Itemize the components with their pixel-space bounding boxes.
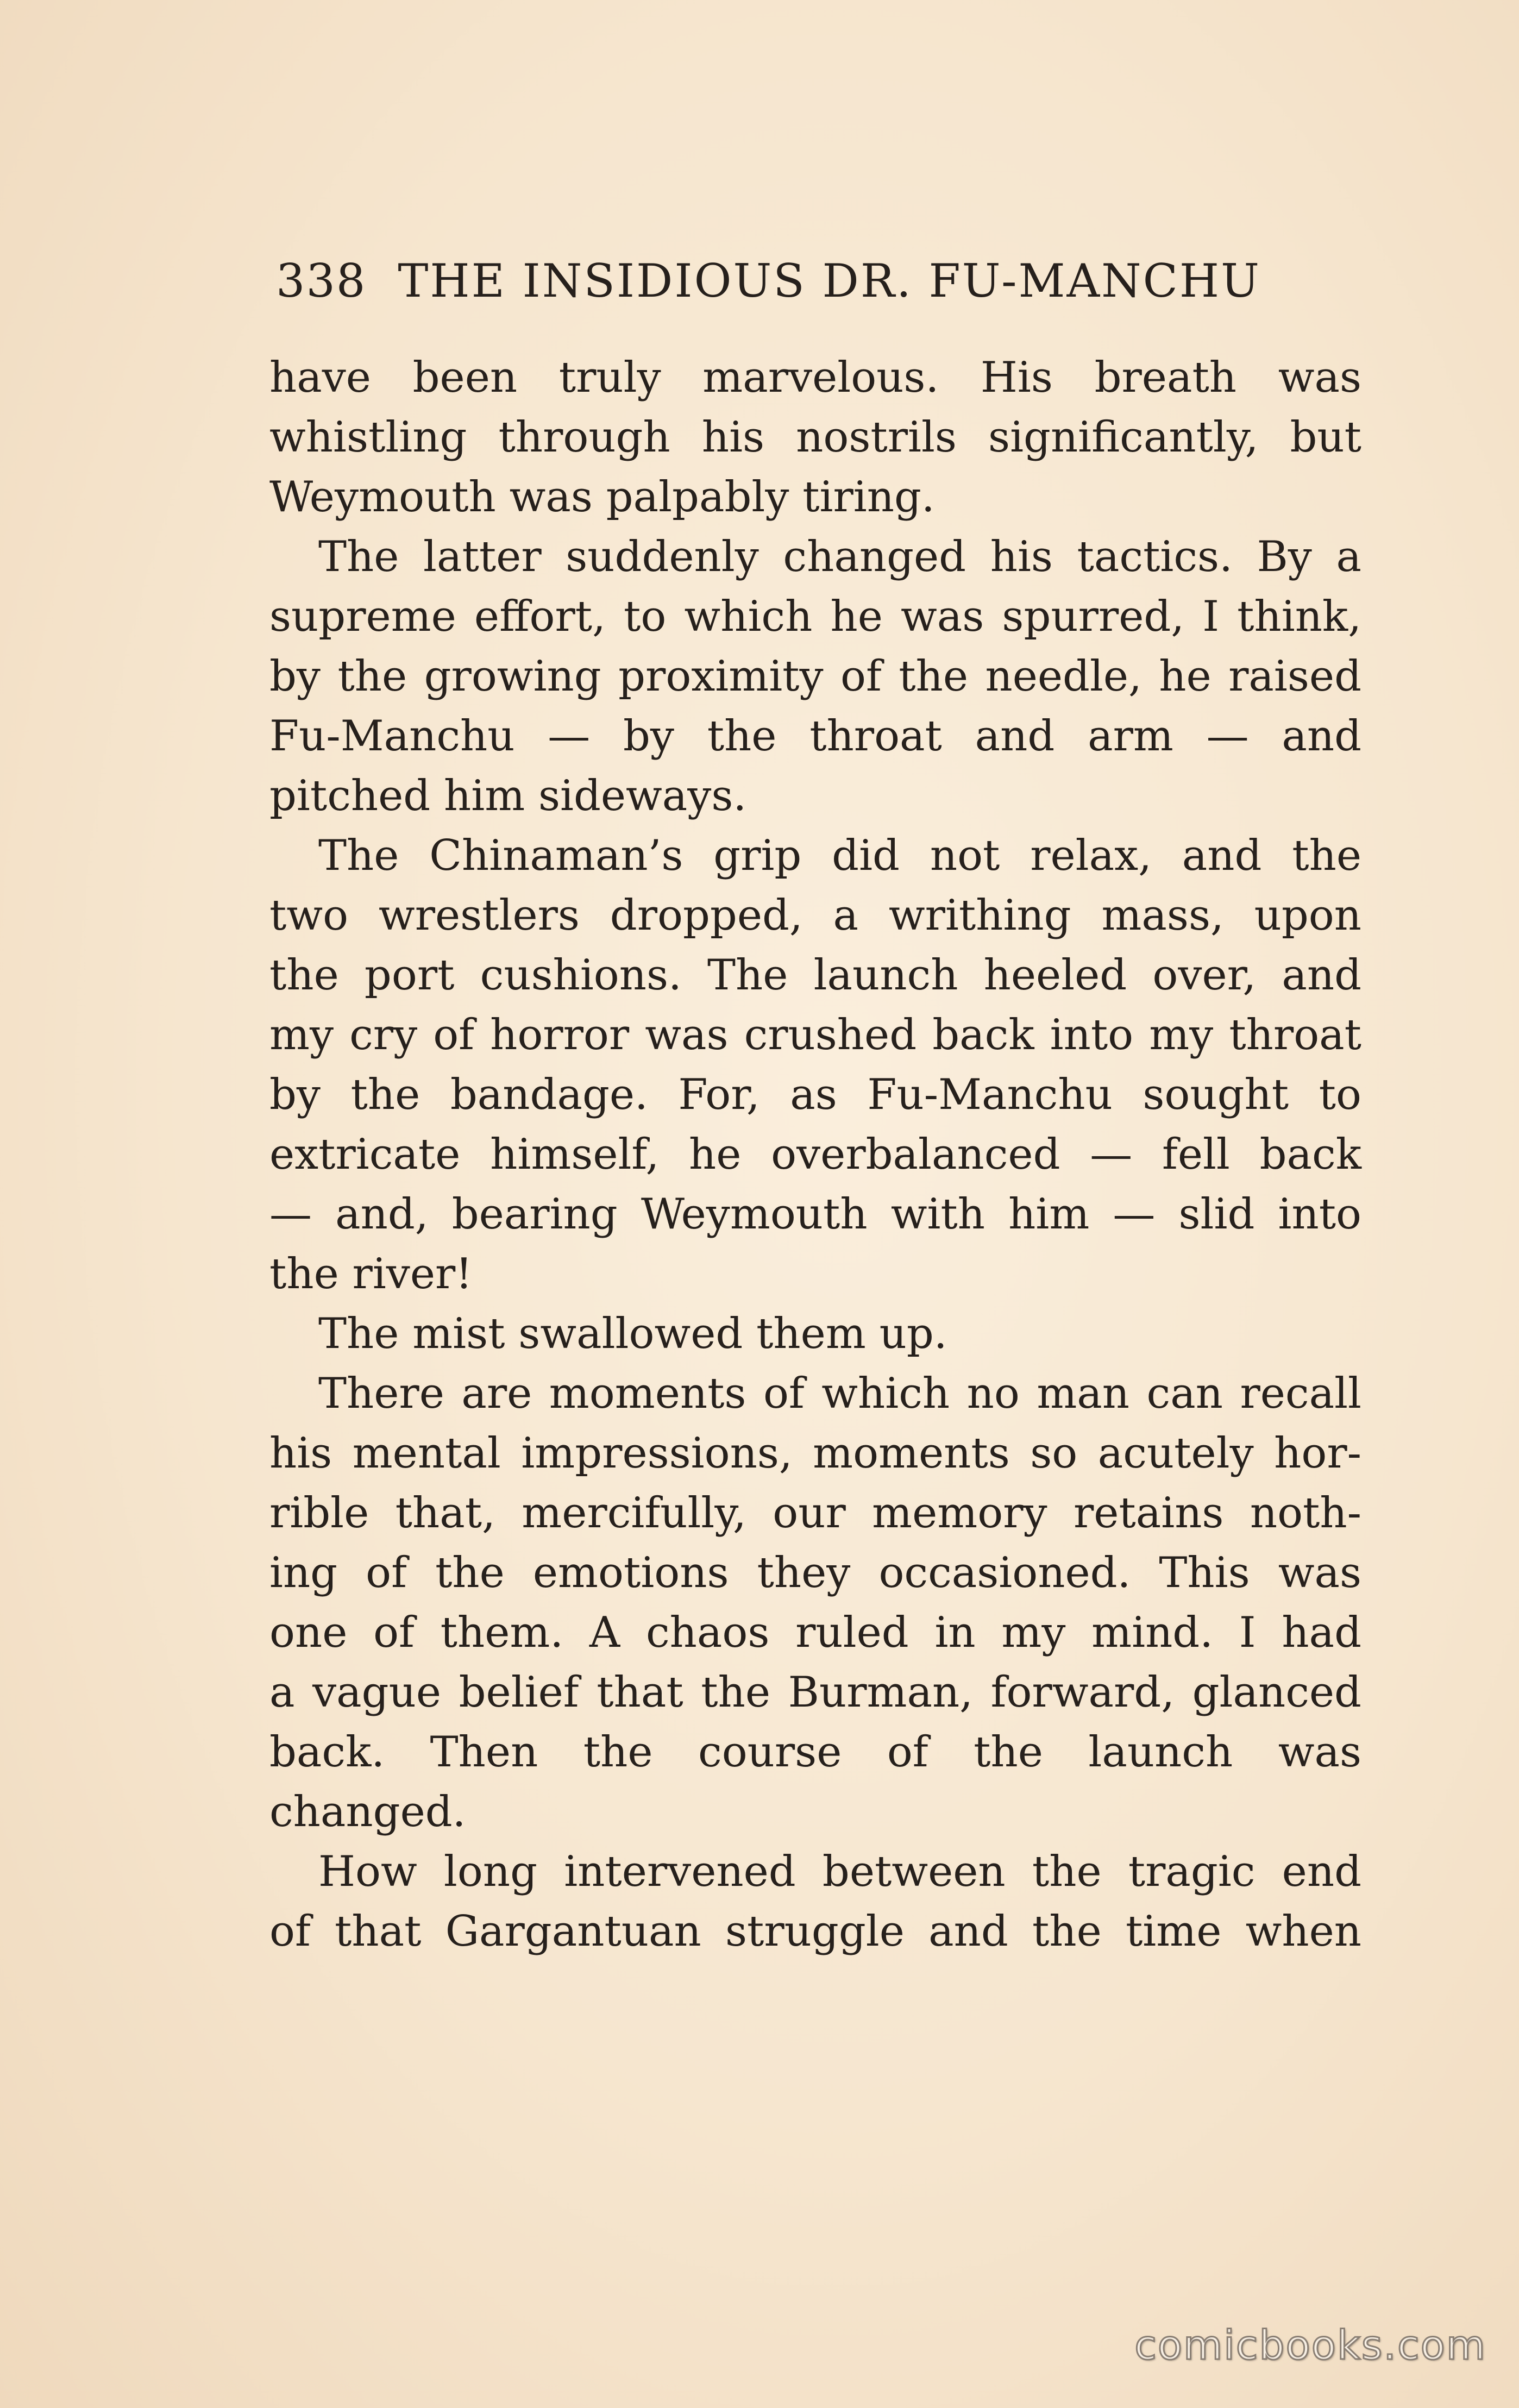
text-line: The mist swallowed them up. — [318, 1309, 947, 1358]
text-line: Fu-Manchu — by the throat and arm — and — [269, 712, 1361, 761]
text-line: the river! — [269, 1250, 473, 1299]
text-line: the port cushions. The launch heeled over, and — [269, 951, 1361, 1000]
body-text — [269, 348, 1361, 1961]
text-line: extricate himself, he overbalanced — fell back — [269, 1130, 1361, 1179]
text-line: by the growing proximity of the needle, he raised — [269, 652, 1361, 701]
text-line: my cry of horror was crushed back into my throat — [269, 1011, 1361, 1059]
text-line: The latter suddenly changed his tactics. By a — [318, 532, 1361, 581]
text-line: There are moments of which no man can recall — [318, 1369, 1361, 1418]
text-line: Weymouth was palpably tiring. — [269, 473, 935, 522]
text-line: whistling through his nostrils significantly, but — [269, 413, 1361, 462]
text-line: pitched him sideways. — [269, 772, 747, 820]
text-line: two wrestlers dropped, a writhing mass, upon — [269, 891, 1361, 940]
running-title: THE INSIDIOUS DR. FU-MANCHU — [398, 254, 1261, 308]
watermark: comicbooks.com — [1134, 2322, 1486, 2369]
text-line: one of them. A chaos ruled in my mind. I had — [269, 1608, 1361, 1657]
text-line: by the bandage. For, as Fu-Manchu sought to — [269, 1070, 1361, 1119]
text-line: of that Gargantuan struggle and the time when — [269, 1907, 1361, 1956]
text-line: How long intervened between the tragic end — [318, 1847, 1361, 1896]
text-line: back. Then the course of the launch was — [269, 1728, 1361, 1777]
page-number: 338 — [276, 254, 367, 308]
text-line: his mental impressions, moments so acutely hor- — [269, 1429, 1361, 1478]
text-line: rible that, mercifully, our memory retains noth- — [269, 1489, 1361, 1538]
text-line: have been truly marvelous. His breath was — [269, 353, 1361, 402]
text-line: — and, bearing Weymouth with him — slid into — [269, 1190, 1361, 1239]
text-line: changed. — [269, 1788, 466, 1836]
text-line: The Chinaman’s grip did not relax, and the — [318, 831, 1361, 880]
text-line: ing of the emotions they occasioned. This was — [269, 1548, 1361, 1597]
page-header — [276, 251, 1308, 311]
text-line: a vague belief that the Burman, forward, glanced — [269, 1668, 1361, 1717]
text-line: supreme effort, to which he was spurred, I think, — [269, 592, 1361, 641]
